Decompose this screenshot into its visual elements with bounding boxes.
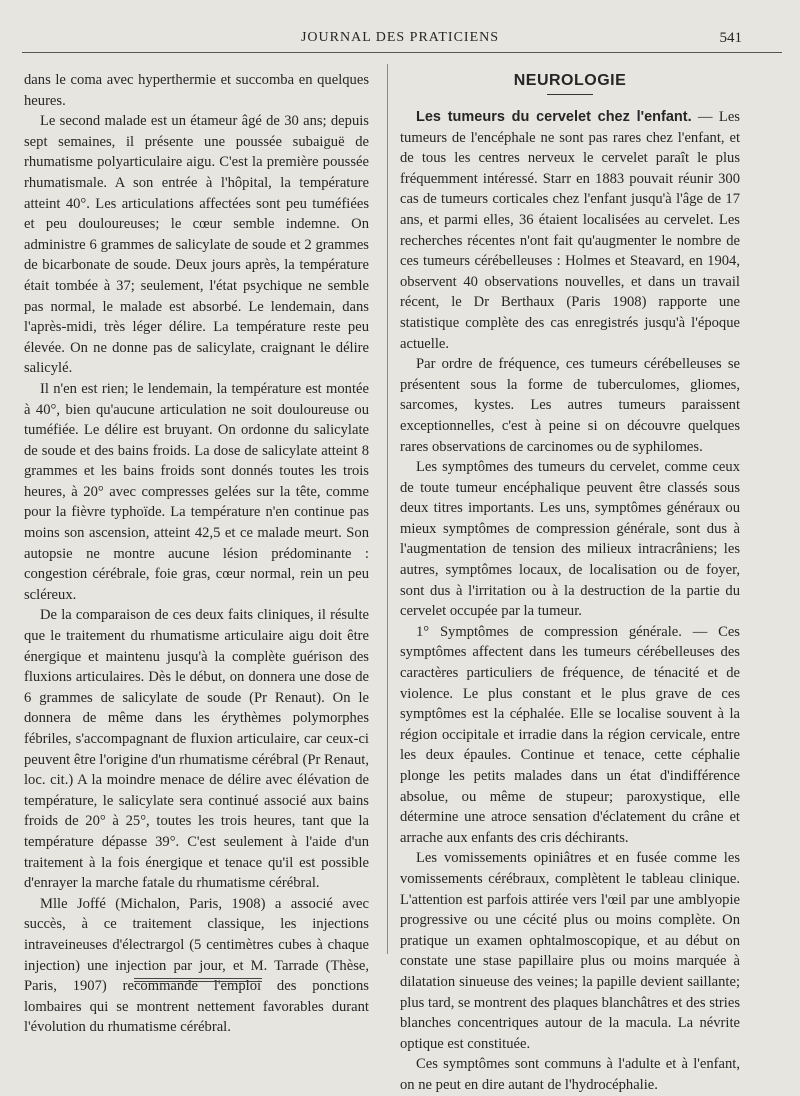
paragraph: 1° Symptômes de compression générale. — Ces symptômes affectent dans les tumeurs cérébelleuses des caractères particuliers de fréquence, de ténacité et de violence. Le plus constant et le plus grave de ces symptômes est la céphalée. Elle se localise souvent à la région occipitale et irradie dans la région cervicale, entre les deux épaules. Continue et tenace, cette céphalie plonge les petits malades dans un état d'indifférence absolue, ou même de stupeur; paroxystique, elle détermine une atroce sensation d'éclatement du crâne et arrache aux enfants des cris déchirants. [400, 623, 740, 846]
paragraph: Ces symptômes sont communs à l'adulte et à l'enfant, on ne peut en dire autant de l'hydrocéphalie. [400, 1056, 740, 1093]
column-divider [387, 64, 388, 954]
paragraph: Les symptômes des tumeurs du cervelet, comme ceux de toute tumeur encéphalique peuvent être classés sous deux titres importants. Les uns, symptômes généraux ou mieux symptômes de compression générale, sont dus à l'augmentation de tension des milieux intracrâniens; les autres, symptômes locaux, de localisation ou de foyer, sont dus à l'irritation ou à la destruction de la partie du cervelet occupée par la tumeur. [400, 459, 740, 620]
paragraph: De la comparaison de ces deux faits cliniques, il résulte que le traitement du rhumatisme articulaire aigu doit être énergique et maintenu jusqu'à la complète guérison des fluxions articulaires. Dès le début, on donnera une dose de 6 grammes de salicylate de soude (Pr Renaut). On le donnera de même dans les érythèmes polymorphes fébriles, s'accompagnant de fluxion articulaire, car ceux-ci peuvent être l'origine d'un rhumatisme cérébral (Pr Renaut, loc. cit.) A la moindre menace de délire avec élévation de température, le salicylate sera continué associé aux bains froids de 20° à 25°, toutes les trois heures, tant que la température dépasse 39°. C'est seulement à l'aide d'un traitement à la fois énergique et tenace qu'il est possible d'enrayer la marche fatale du rhumatisme cérébral. [24, 607, 369, 892]
article-title: Les tumeurs du cervelet chez l'enfant. [416, 109, 692, 125]
page-header [0, 28, 800, 52]
left-column [24, 70, 369, 1038]
paragraph: Le second malade est un étameur âgé de 30 ans; depuis sept semaines, il présente une poussée subaiguë de rhumatisme polyarticulaire aigu. C'est la première poussée rhumatismale. A son entrée à l'hôpital, la température atteint 40°. Les articulations affectées sont peu tuméfiées et peu douloureuses; le cœur semble indemne. On administre 6 grammes de salicylate de soude et 2 grammes de bicarbonate de soude. Deux jours après, la température était tombée à 37; seulement, l'état psychique ne semble pas normal, le malade est absorbé. Le lendemain, dans l'après-midi, très léger délire. La température reste peu élevée. On ne donne pas de salicylate, craignant le délire salicylé. [24, 113, 369, 377]
header-rule [22, 52, 782, 53]
paragraph: Les vomissements opiniâtres et en fusée comme les vomissements cérébraux, complètent le tableau clinique. L'attention est parfois attirée vers l'œil par une amblyopie progressive ou une cécité plus ou moins complète. On pratique un examen ophtalmoscopique, et au début on constate une stase papillaire plus ou moins marquée à dilatation sinueuse des veines; la papille devient saillante; plus tard, se montrent des plaques blanchâtres et des stries blanches concentriques autour de la macula. La névrite optique est constituée. [400, 850, 740, 1052]
paragraph: Il n'en est rien; le lendemain, la température est montée à 40°, bien qu'aucune articulation ne soit douloureuse ou tuméfiée. Le délire est bruyant. On ordonne du salicylate de soude et des bains froids. La dose de salicylate atteint 8 grammes et les bains froids sont donnés toutes les trois heures, à 20° avec compresses gelées sur la tête, comme pour la fièvre typhoïde. La température n'en continue pas moins son ascension, atteint 42,5 et ce malade meurt. Son autopsie ne montre aucune lésion prédominante : congestion cérébrale, foie gras, cœur normal, rein un peu scléreux. [24, 380, 369, 603]
paragraph: dans le coma avec hyperthermie et succomba en quelques heures. [24, 72, 369, 109]
article-intro [400, 107, 740, 354]
end-of-article-rule [134, 978, 262, 982]
paragraph: Par ordre de fréquence, ces tumeurs cérébelleuses se présentent sous la forme de tuberculomes, gliomes, sarcomes, kystes. Les autres tumeurs paraissent exceptionnelles, c'est à peine si on découvre quelques rares observations de carcinomes ou de syphilomes. [400, 356, 740, 455]
right-column [400, 70, 740, 1096]
article-intro-text: — Les tumeurs de l'encéphale ne sont pas rares chez l'enfant, et de tous les centres nerveux le cervelet paraît le plus fréquemment intéressé. Starr en 1883 pouvait réunir 300 cas de tumeurs corticales chez l'enfant jusqu'à l'âge de 17 ans, et parmi elles, 36 étaient localisées au cervelet. Les recherches récentes n'ont fait qu'augmenter le nombre de ces tumeurs cérébelleuses : Holmes et Steavard, en 1904, observent 40 observations nouvelles, et dans un travail récent, le Dr Berthaux (Paris 1908) rapporte une statistique complète des cas enregistrés jusqu'à l'époque actuelle. [400, 109, 740, 352]
running-title: JOURNAL DES PRATICIENS [300, 30, 500, 45]
paragraph: Mlle Joffé (Michalon, Paris, 1908) a associé avec succès, à ce traitement classique, les injections intraveineuses d'électrargol (5 centimètres cubes à chaque injection) une injection par jour, et M. Tarrade (Thèse, Paris, 1907) recommande l'emploi des ponctions lombaires qui se montrent nettement favorables durant l'évolution du rhumatisme cérébral. [24, 895, 369, 1036]
section-heading: NEUROLOGIE [513, 72, 627, 89]
page-number: 541 [719, 30, 742, 46]
section-heading-rule [547, 94, 593, 95]
